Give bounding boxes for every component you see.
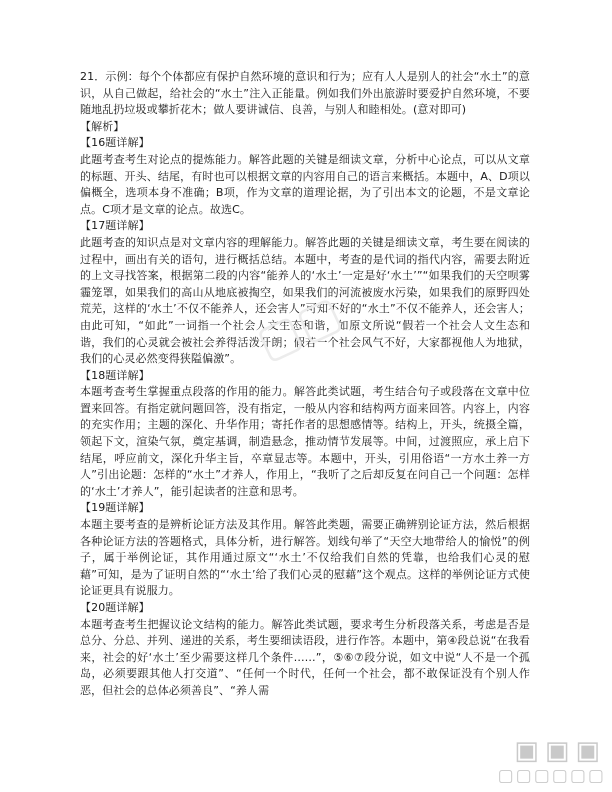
q20-explanation: 本题考查考生把握议论文结构的能力。解答此类试题，要求考生分析段落关系，考虑是否是总分、分总、并列、递进的关系，考生要细读语段，进行作答。本题中，第④段总说“在我看来，社会的好‘水土’至少需要这样几个条件……”，⑤⑥⑦段分说，如文中说“人不是一个孤岛，必须要跟其他人打交道”、“任何一个时代，任何一个社会，都不敢保证没有个别人作恶，但社会的总体必须善良”、“养人需 (80, 617, 530, 697)
site-watermark (498, 736, 606, 786)
q17-explanation: 此题考查的知识点是对文章内容的理解能力。解答此题的关键是细读文章，考生要在阅读的过程中，画出有关的语句，进行概括总结。本题中，考查的是代词的指代内容，需要去附近的上文寻找答案，根据第二段的内容“能养人的‘水土’一定是好‘水土’”“如果我们的天空呗雾霾笼罩，如果我们的高山从地底被掏空，如果我们的河流被废水污染，如果我们的原野四处荒芜，这样的‘水土’不仅不能养人，还会害人”可知不好的“水土”不仅不能养人，还会害人；由此可知，“如此”一词指一个社会人文生态和谐，如原文所说“假若一个社会人文生态和谐，我们的心灵就会被社会养得活泼开朗；假若一个社会风气不好，大家都视他人为地狱，我们的心灵必然变得狭隘偏激”。 (80, 235, 530, 366)
q20-heading: 【20题详解】 (80, 601, 150, 614)
answer-document (80, 69, 530, 700)
q18-explanation: 本题考查考生掌握重点段落的作用的能力。解答此类试题，考生结合句子或段落在文章中位置来回答。有指定就问题回答，没有指定，一般从内容和结构两方面来回答。内容上，内容的充实作用；主题的深化、升华作用；寄托作者的思想感情等。结构上，开头，统摄全篇，领起下文，渲染气氛，奠定基调，制造悬念，推动情节发展等。中间，过渡照应，承上启下结尾，呼应前文，深化升华主旨，卒章显志等。本题中，开头，引用俗语“一方水土养一方人”引出论题：怎样的“水土”才养人，作用上，“我听了之后却反复在问自己一个问题：怎样的‘水土’才养人”，能引起读者的注意和思考。 (80, 385, 530, 498)
q19-explanation: 本题主要考查的是辨析论证方法及其作用。解答此类题，需要正确辨别论证方法，然后根据各种论证方法的答题格式，具体分析，进行解答。划线句举了“天空大地带给人的愉悦”的例子，属于举例论证，其作用通过原文“‘水土’不仅给我们自然的凭靠，也给我们心灵的慰藉”可知，是为了证明自然的“‘水土’给了我们心灵的慰藉”这个观点。这样的举例论证方式使论证更具有说服力。 (80, 518, 530, 598)
watermark-domain-mark: ▢▢▢▢▢▢ (497, 766, 606, 786)
answer-21: 21．示例：每个个体都应有保护自然环境的意识和行为；应有人人是别人的社会“水土”的意识，从自己做起，给社会的“水土”注入正能量。例如我们外出旅游时要爱护自然环境，不要随地乱扔垃圾或攀折花木；做人要讲诚信、良善，与别人和睦相处。(意对即可) (80, 70, 530, 117)
q18-heading: 【18题详解】 (80, 368, 150, 382)
q17-heading: 【17题详解】 (80, 219, 150, 233)
watermark-logo-icon: ▣▣▣ (514, 736, 606, 766)
analysis-heading: 【解析】 (80, 119, 125, 133)
faint-watermark-stamp: ▢▢ (247, 284, 350, 370)
q16-explanation: 此题考查考生对论点的提炼能力。解答此题的关键是细读文章，分析中心论点，可以从文章的标题、开头、结尾，有时也可以根据文章的内容用自己的语言来概括。本题中，A、D项以偏概全，选项本身不准确；B项，作为文章的道理论据，为了引出本文的论题，不是文章论点。C项才是文章的论点。故选C。 (80, 152, 530, 216)
q16-heading: 【16题详解】 (80, 136, 150, 150)
q19-heading: 【19题详解】 (80, 501, 150, 515)
